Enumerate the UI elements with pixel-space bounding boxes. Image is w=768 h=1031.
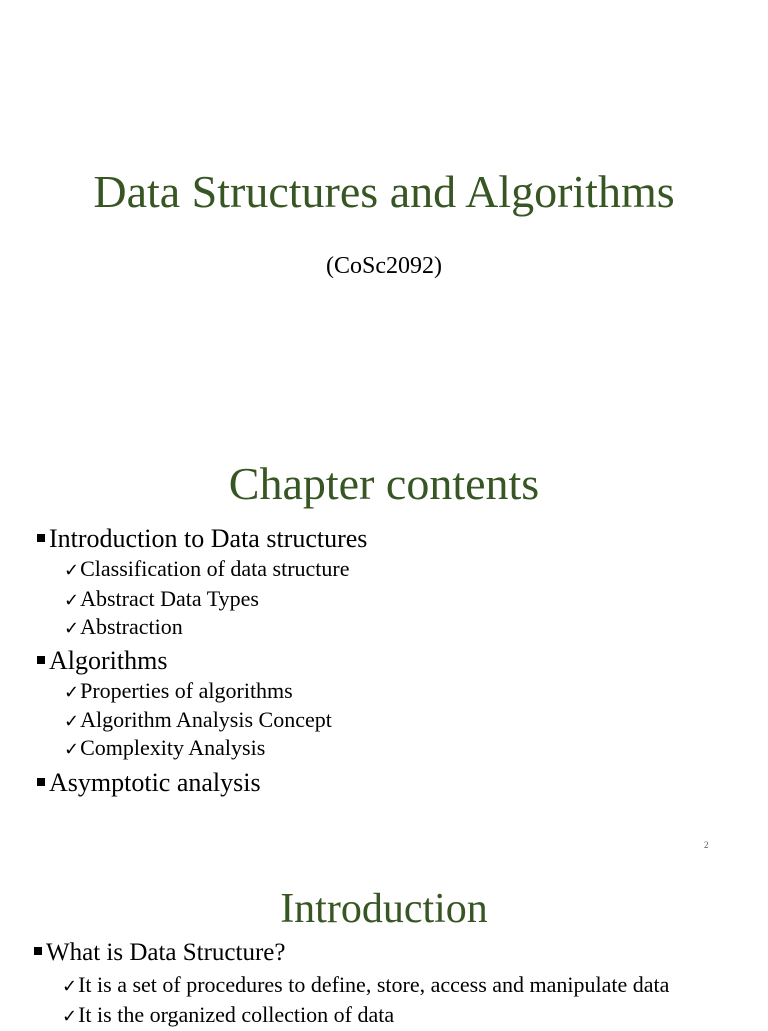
slide1-subtitle: (CoSc2092) [326,253,442,279]
list-item [64,677,293,707]
checkmark-icon: ✓ [64,711,80,732]
checkmark-icon: ✓ [64,739,80,760]
list-item-text: Abstract Data Types [80,586,259,611]
list-item-text: Classification of data structure [80,556,350,581]
list-item-text: Algorithms [49,646,168,675]
square-bullet-icon [37,778,45,786]
slide2-title: Chapter contents [228,458,540,509]
list-item-text: Algorithm Analysis Concept [80,707,332,732]
square-bullet-icon [37,534,45,542]
square-bullet-icon [37,656,45,664]
square-bullet-icon [34,947,42,955]
list-item [37,645,167,677]
list-item-text: Introduction to Data structures [49,524,368,553]
list-item-text: Asymptotic analysis [49,768,261,797]
list-item [64,734,265,764]
list-item [64,555,350,585]
list-item-text: It is the organized collection of data [78,1002,395,1027]
list-item-text: Abstraction [80,614,183,639]
slide3-title: Introduction [280,886,488,932]
page-number: 2 [704,840,709,850]
list-item-text: Properties of algorithms [80,678,293,703]
checkmark-icon: ✓ [62,976,78,997]
checkmark-icon: ✓ [64,618,80,639]
list-item [64,585,259,615]
checkmark-icon: ✓ [64,590,80,611]
list-item [62,971,669,1001]
list-item [62,1001,394,1031]
list-item [34,938,286,968]
checkmark-icon: ✓ [64,560,80,581]
list-item-text: What is Data Structure? [46,939,286,966]
list-item-text: Complexity Analysis [80,735,266,760]
list-item [37,523,367,555]
list-item [37,767,261,799]
list-item-text: It is a set of procedures to define, store, access and manipulate data [78,972,670,997]
checkmark-icon: ✓ [62,1006,78,1027]
checkmark-icon: ✓ [64,682,80,703]
slide1-title: Data Structures and Algorithms [93,166,675,217]
list-item [64,613,183,643]
list-item [64,706,332,736]
